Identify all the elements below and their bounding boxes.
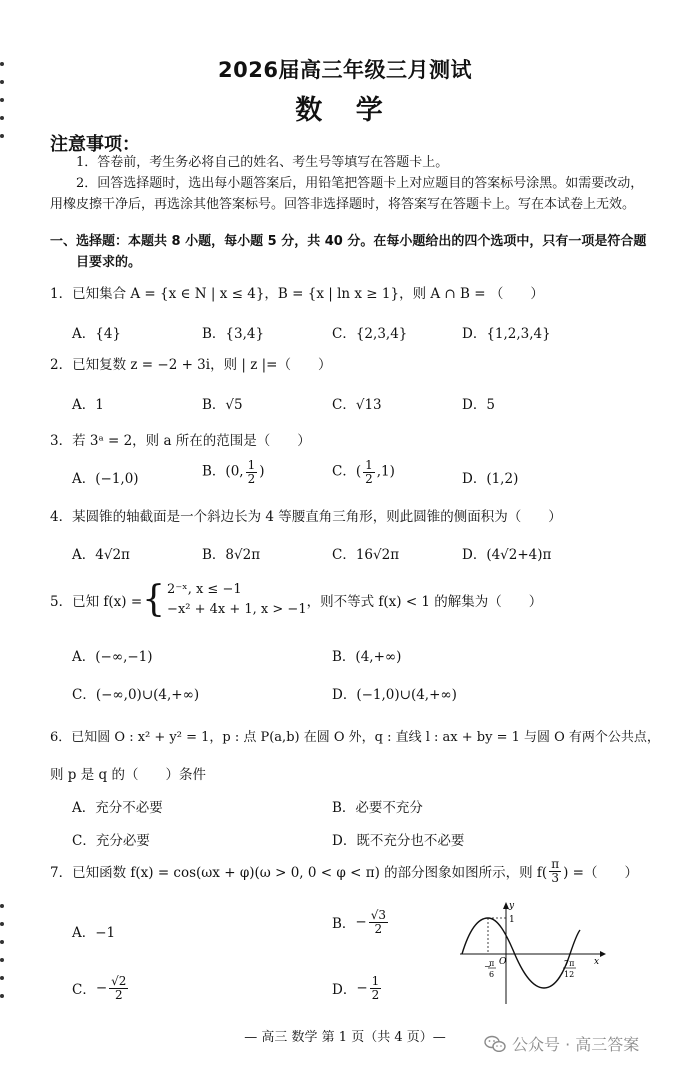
- watermark: [484, 1032, 639, 1055]
- question-4-stem: 4．某圆锥的轴截面是一个斜边长为 4 等腰直角三角形，则此圆锥的侧面积为（ ）: [50, 509, 562, 525]
- option-label: A．: [72, 471, 96, 487]
- stem-text: 7．已知函数 f(x) = cos(ωx + φ)(ω > 0, 0 < φ < π) 的部分图象如图所示，则 f(: [50, 865, 548, 882]
- q5-option-c[interactable]: [72, 683, 199, 703]
- stem-text: ) =（ ）: [563, 865, 638, 882]
- q7-option-a[interactable]: [72, 921, 115, 941]
- piecewise-function: [142, 580, 306, 620]
- option-label: D．: [332, 833, 357, 849]
- option-label: C．: [332, 547, 356, 563]
- fraction-numerator: π: [551, 857, 560, 871]
- question-7-stem: [50, 858, 638, 884]
- option-label: B．: [202, 397, 226, 413]
- fraction-denominator: 2: [365, 471, 373, 486]
- x-tick-left-sign: −: [484, 962, 491, 971]
- q4-option-d[interactable]: [462, 543, 551, 563]
- option-text: 充分必要: [95, 833, 150, 849]
- exam-subject: 数 学: [295, 95, 395, 126]
- option-text: 8√2π: [225, 547, 261, 563]
- wechat-icon: [484, 1035, 506, 1053]
- x-tick-right-numerator: 7π: [564, 959, 575, 968]
- notice-item-2: 2．回答选择题时，选出每小题答案后，用铅笔把答题卡上对应题目的答案标号涂黑。如需要改动，用橡皮擦干净后，再选涂其他答案标号。回答非选择题时，将答案写在答题卡上。写在本试卷上无效。: [50, 176, 644, 212]
- watermark-text: 公众号 · 高三答案: [512, 1035, 640, 1054]
- q1-option-b[interactable]: [202, 322, 264, 342]
- option-text: (0,: [225, 463, 244, 480]
- option-sign: −: [95, 980, 108, 997]
- option-label: B．: [332, 649, 356, 665]
- q7-option-d[interactable]: [332, 975, 383, 1001]
- fraction-denominator: 3: [551, 870, 559, 885]
- fraction-denominator: 2: [374, 921, 383, 936]
- q7-option-c[interactable]: [72, 975, 130, 1001]
- option-label: B．: [202, 326, 226, 342]
- question-6-stem-line-1: 6．已知圆 O : x² + y² = 1，p : 点 P(a,b) 在圆 O 外，q : 直线 l : ax + by = 1 与圆 O 有两个公共点，: [50, 730, 660, 745]
- option-label: B．: [202, 547, 226, 563]
- fraction: [246, 459, 258, 485]
- option-text: √5: [225, 397, 243, 413]
- q3-option-d[interactable]: [462, 467, 518, 487]
- q5-option-a[interactable]: [72, 645, 153, 665]
- option-text: {3,4}: [225, 326, 265, 342]
- q2-option-b[interactable]: [202, 393, 243, 413]
- option-label: A．: [72, 547, 96, 563]
- stem-text: ，则不等式 f(x) < 1 的解集为（ ）: [306, 594, 543, 610]
- option-text: (4,+∞): [355, 649, 402, 665]
- question-2-stem: 2．已知复数 z = −2 + 3i，则 | z |=（ ）: [50, 357, 332, 373]
- option-label: C．: [72, 833, 96, 849]
- option-text: (1,2): [486, 471, 519, 487]
- q2-option-c[interactable]: [332, 393, 382, 413]
- fraction-numerator: √2: [111, 974, 127, 988]
- option-text: {2,3,4}: [355, 326, 408, 342]
- case-2: −x² + 4x + 1, x > −1: [167, 602, 307, 617]
- section-heading: 一、选择题：本题共 8 小题，每小题 5 分，共 40 分。在每小题给出的四个选项中，只有一项是符合题目要求的。: [50, 234, 647, 270]
- question-1-stem: 1．已知集合 A = {x ∈ N | x ≤ 4}，B = {x | ln x ≥ 1}，则 A ∩ B = （ ）: [50, 286, 544, 302]
- q3-option-b[interactable]: [202, 459, 265, 485]
- q4-option-b[interactable]: [202, 543, 260, 563]
- option-text: (−∞,−1): [95, 649, 153, 665]
- question-6-stem-line-2: 则 p 是 q 的（ ）条件: [50, 767, 206, 783]
- cosine-curve: [462, 918, 580, 988]
- cosine-graph: [456, 900, 606, 1006]
- page-footer: — 高三 数学 第 1 页（共 4 页）—: [244, 1030, 446, 1045]
- q1-option-d[interactable]: [462, 322, 551, 342]
- option-text: (−∞,0)∪(4,+∞): [95, 687, 200, 703]
- fraction-denominator: 2: [114, 987, 123, 1002]
- option-label: C．: [332, 326, 356, 342]
- option-label: D．: [332, 687, 357, 703]
- q2-option-a[interactable]: [72, 393, 104, 413]
- q2-option-d[interactable]: [462, 393, 495, 413]
- x-axis-label: x: [594, 957, 600, 967]
- fraction: [109, 975, 128, 1001]
- y-tick-one: 1: [509, 915, 515, 925]
- q3-option-a[interactable]: [72, 467, 139, 487]
- option-label: B．: [332, 916, 356, 933]
- option-text: ): [259, 463, 265, 480]
- option-text: −1: [95, 925, 116, 941]
- option-label: D．: [332, 982, 357, 999]
- option-text: (: [355, 463, 362, 480]
- q4-option-c[interactable]: [332, 543, 399, 563]
- x-tick-right-denominator: 12: [564, 970, 575, 979]
- option-text: √13: [355, 397, 382, 413]
- question-5-stem: [50, 580, 542, 620]
- q6-option-c[interactable]: [72, 829, 150, 849]
- option-label: D．: [462, 326, 487, 342]
- fraction-numerator: 1: [365, 458, 373, 472]
- x-tick-left-denominator: 6: [489, 970, 495, 979]
- question-3-stem: 3．若 3ᵃ = 2，则 a 所在的范围是（ ）: [50, 433, 311, 449]
- piecewise-cases: [167, 580, 307, 620]
- q3-option-c[interactable]: [332, 459, 395, 485]
- x-axis-arrow-icon: [600, 951, 606, 957]
- q1-option-a[interactable]: [72, 322, 121, 342]
- fraction-numerator: 1: [371, 974, 380, 988]
- option-label: B．: [332, 800, 356, 816]
- q6-option-a[interactable]: [72, 796, 163, 816]
- option-text: 4√2π: [95, 547, 130, 563]
- option-text: (−1,0): [95, 471, 139, 487]
- option-label: C．: [72, 982, 96, 999]
- x-tick-left-numerator: π: [489, 959, 495, 968]
- option-text: (−1,0)∪(4,+∞): [356, 687, 457, 703]
- option-text: 充分不必要: [95, 800, 163, 816]
- y-axis-label: y: [509, 901, 515, 911]
- fraction-denominator: 2: [247, 471, 256, 486]
- left-brace-icon: {: [142, 579, 166, 620]
- fraction: [370, 975, 382, 1001]
- stem-text: 5．已知 f(x) =: [50, 594, 143, 610]
- option-text: 既不充分也不必要: [356, 833, 465, 849]
- origin-label: O: [499, 957, 507, 967]
- fraction: [549, 858, 561, 884]
- option-label: C．: [332, 397, 356, 413]
- q6-option-b[interactable]: [332, 796, 423, 816]
- option-text: ,1): [376, 463, 395, 480]
- option-label: A．: [72, 397, 96, 413]
- q6-option-d[interactable]: [332, 829, 464, 849]
- option-label: C．: [72, 687, 96, 703]
- option-label: B．: [202, 463, 226, 480]
- q5-option-b[interactable]: [332, 645, 401, 665]
- option-text: {4}: [95, 326, 122, 342]
- fraction-numerator: √3: [370, 908, 387, 922]
- option-sign: −: [356, 980, 368, 997]
- option-text: {1,2,3,4}: [486, 326, 551, 342]
- q7-option-b[interactable]: [332, 909, 390, 935]
- option-text: (4√2+4)π: [486, 547, 552, 563]
- option-sign: −: [355, 914, 367, 931]
- option-label: D．: [462, 397, 487, 413]
- option-label: A．: [72, 800, 96, 816]
- q4-option-a[interactable]: [72, 543, 130, 563]
- option-text: 16√2π: [355, 547, 400, 563]
- option-label: A．: [72, 649, 96, 665]
- option-label: D．: [462, 547, 487, 563]
- notice-heading: 注意事项：: [50, 134, 140, 155]
- option-text: 必要不充分: [355, 800, 423, 816]
- case-1: 2⁻ˣ, x ≤ −1: [167, 582, 242, 597]
- option-label: A．: [72, 326, 96, 342]
- option-text: 1: [95, 397, 104, 413]
- option-label: D．: [462, 471, 487, 487]
- q1-option-c[interactable]: [332, 322, 407, 342]
- option-label: C．: [332, 463, 356, 480]
- exam-title: 2026届高三年级三月测试: [218, 58, 472, 82]
- fraction: [363, 459, 375, 485]
- fraction-numerator: 1: [247, 458, 256, 472]
- fraction: [369, 909, 388, 935]
- notice-item-1: 1．答卷前，考生务必将自己的姓名、考生号等填写在答题卡上。: [76, 155, 449, 170]
- q5-option-d[interactable]: [332, 683, 457, 703]
- option-text: 5: [486, 397, 495, 413]
- option-label: A．: [72, 925, 96, 941]
- fraction-denominator: 2: [371, 987, 380, 1002]
